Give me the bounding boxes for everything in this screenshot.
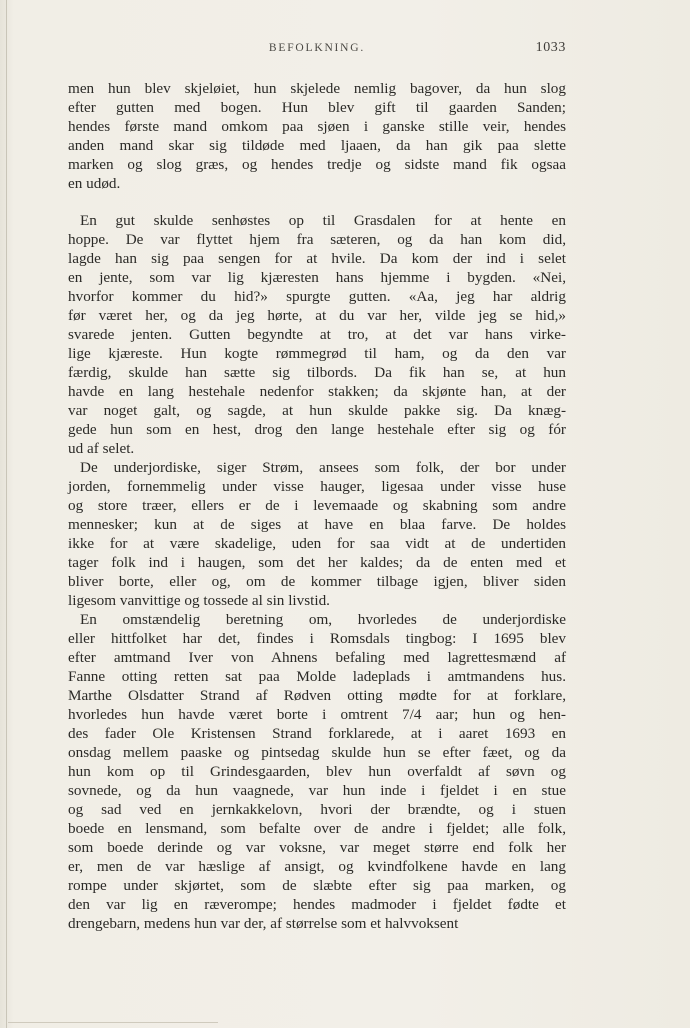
page-header — [68, 42, 566, 62]
text-line: lagde han sig paa sengen for at hvile. Da kom der ind i selet — [68, 250, 566, 267]
text-line: Marthe Olsdatter Strand af Rødven otting mødte for at forklare, — [68, 687, 566, 704]
text-line: hvorfor kommer du hid?» spurgte gutten. «Aa, jeg har aldrig — [68, 288, 566, 305]
text-line: en udød. — [68, 175, 121, 192]
text-line: boede en lensmand, som befalte over de andre i fjeldet; alle folk, — [68, 820, 566, 837]
text-line: En gut skulde senhøstes op til Grasdalen for at hente en — [80, 212, 566, 229]
text-line: hvorledes hun havde været borte i omtrent 7/4 aar; hun og hen- — [68, 706, 566, 723]
text-line: og sad ved en jernkakkelovn, hvori der brændte, og i stuen — [68, 801, 566, 818]
text-line: efter gutten med bogen. Hun blev gift til gaarden Sanden; — [68, 99, 566, 116]
paragraph-gap — [68, 193, 566, 211]
text-line: sovnede, og da hun vaagnede, var hun inde i fjeldet i en stue — [68, 782, 566, 799]
text-line: marken og slog græs, og hendes tredje og sidste mand fik ogsaa — [68, 156, 566, 173]
text-line: anden mand skar sig tildøde med ljaaen, da han gik paa slette — [68, 137, 566, 154]
text-line: ligesom vanvittige og tossede al sin livstid. — [68, 592, 330, 609]
text-line: tager folk ind i haugen, som det her kaldes; da de enten med et — [68, 554, 566, 571]
body-text — [68, 79, 566, 933]
text-line: En omstændelig beretning om, hvorledes de underjordiske — [80, 611, 566, 628]
text-line: jorden, fornemmelig under visse hauger, ligesaa under visse huse — [68, 478, 566, 495]
text-line: som boede derinde og var voksne, var meget større end folk her — [68, 839, 566, 856]
paragraph — [68, 79, 566, 193]
text-line: hoppe. De var flyttet hjem fra sæteren, og da han kom did, — [68, 231, 566, 248]
text-line: drengebarn, medens hun var der, af størrelse som et halvvoksent — [68, 915, 459, 932]
text-line: før været her, og da jeg hørte, at du var her, vilde jeg se hid,» — [68, 307, 566, 324]
text-line: rompe under skjørtet, som de slæbte efter sig paa marken, og — [68, 877, 566, 894]
text-line: Fanne otting retten sat paa Molde ladeplads i amtmandens hus. — [68, 668, 566, 685]
text-line: De underjordiske, siger Strøm, ansees som folk, der bor under — [80, 459, 566, 476]
text-line: des fader Ole Kristensen Strand forklarede, at i aaret 1693 en — [68, 725, 566, 742]
paragraph — [68, 211, 566, 458]
running-head: BEFOLKNING. — [268, 42, 366, 54]
text-line: hun kom op til Grindesgaarden, blev hun overfaldt af søvn og — [68, 763, 566, 780]
text-line: havde en lang hestehale nedenfor stakken; da skjønte han, at der — [68, 383, 566, 400]
text-line: lige kjæreste. Hun kogte rømmegrød til ham, og da den var — [68, 345, 566, 362]
paragraph — [68, 458, 566, 610]
binding-edge — [6, 0, 7, 1028]
text-line: men hun blev skjeløiet, hun skjelede nemlig bagover, da hun slog — [68, 80, 566, 97]
bottom-rule — [8, 1022, 218, 1023]
text-line: og store træer, ellers er de i levemaade og skabning som andre — [68, 497, 566, 514]
text-line: er, men de var hæslige af ansigt, og kvindfolkene havde en lang — [68, 858, 566, 875]
text-line: færdig, skulde han sætte sig tilbords. Da fik han se, at hun — [68, 364, 566, 381]
text-line: gede hun som en hest, drog den lange hestehale efter sig og fór — [68, 421, 566, 438]
text-line: den var lig en ræverompe; hendes madmoder i fjeldet fødte et — [68, 896, 566, 913]
text-line: ikke for at være skadelige, uden for saa vidt at de undertiden — [68, 535, 566, 552]
text-line: bliver borte, eller og, om de kommer tilbage igjen, bliver siden — [68, 573, 566, 590]
text-line: efter amtmand Iver von Ahnens befaling med lagrettesmænd af — [68, 649, 566, 666]
text-line: svarede jenten. Gutten begyndte at tro, at det var hans virke- — [68, 326, 566, 343]
text-line: en jente, som var lig kjæresten hans hjemme i bygden. «Nei, — [68, 269, 566, 286]
text-line: hendes første mand omkom paa sjøen i ganske stille veir, hendes — [68, 118, 566, 135]
text-line: eller hittfolket har det, findes i Romsdals tingbog: I 1695 blev — [68, 630, 566, 647]
page-number: 1033 — [535, 40, 566, 55]
paragraph — [68, 610, 566, 933]
text-line: mennesker; kun at de siges at have en blaa farve. De holdes — [68, 516, 566, 533]
text-line: ud af selet. — [68, 440, 135, 457]
text-line: var noget galt, og sagde, at hun skulde pakke sig. Da knæg- — [68, 402, 566, 419]
text-line: onsdag mellem paaske og pintsedag skulde hun se efter fæet, og da — [68, 744, 566, 761]
